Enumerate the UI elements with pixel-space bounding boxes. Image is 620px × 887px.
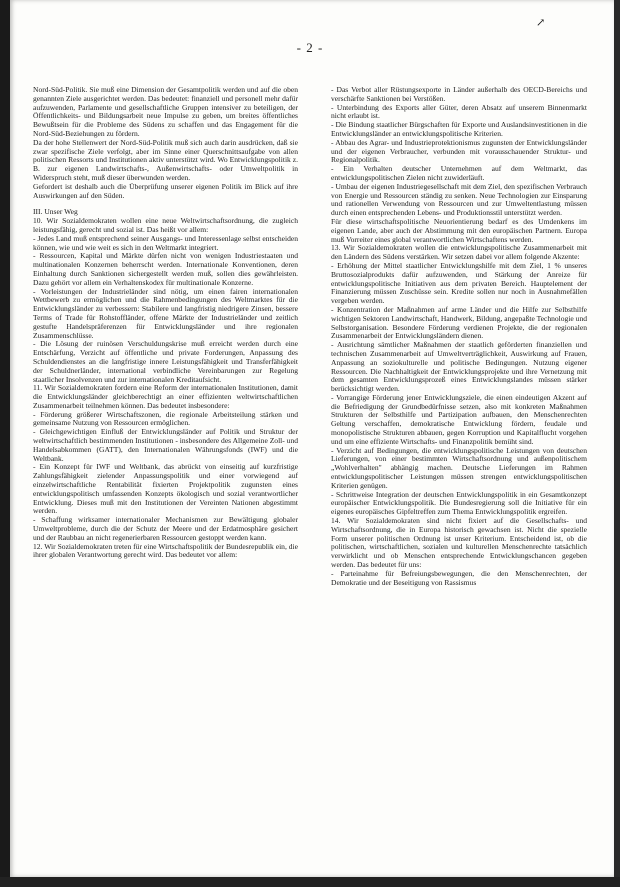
paragraph: - Gleichgewichtigen Einfluß der Entwicklungsländer auf Politik und Struktur der weltwirtschaftlich bestimmenden Institutionen - insbesondere des Allgemeine Zoll- und Handelsabkommen (GATT), den Internationalen Währungsfonds (IWF) und die Weltbank. (33, 427, 298, 463)
paragraph: 13. Wir Sozialdemokraten wollen die entwicklungspolitische Zusammenarbeit mit den Ländern des Südens verstärken. Wir setzen dabei vor allem folgende Akzente: (331, 243, 587, 262)
corner-mark: ↗ (536, 17, 546, 29)
paragraph: - Ausrichtung sämtlicher Maßnahmen der staatlich geförderten finanziellen und technischen Zusammenarbeit auf Umweltverträglichkeit, Auswirkung auf Frauen, Anpassung an soziokulturelle und politische Bedingungen. Nutzung eigener Ressourcen. Die Nachhaltigkeit der Entwicklungsprojekte und ihre Vernetzung mit dem gesamten Entwicklungsprozeß eines Entwicklungslandes müssen stärker berücksichtigt werden. (331, 340, 587, 394)
paragraph: - Schaffung wirksamer internationaler Mechanismen zur Bewältigung globaler Umweltprobleme, durch die der Schutz der Meere und der Erdatmosphäre gesichert und der Raubbau an nicht regenerierbaren Ressourcen gestoppt werden kann. (33, 515, 298, 542)
paragraph: - Das Verbot aller Rüstungsexporte in Länder außerhalb des OECD-Bereichs und verschärfte Sanktionen bei Verstößen. (331, 85, 587, 103)
paragraph: Gefordert ist deshalb auch die Überprüfung unserer eigenen Politik im Blick auf ihre Auswirkungen auf den Süden. (33, 181, 298, 200)
paragraph: - Ein Verhalten deutscher Unternehmen auf dem Weltmarkt, das entwicklungspolitischen Zielen nicht zuwiderläuft. (331, 164, 587, 182)
paragraph: - Abbau des Agrar- und Industrieprotektionismus zugunsten der Entwicklungsländer und der eigenen Verbraucher, verbunden mit vorausschauender Struktur- und Regionalpolitik. (331, 137, 587, 165)
paragraph: - Konzentration der Maßnahmen auf arme Länder und die Hilfe zur Selbsthilfe wichtigen Sektoren Landwirtschaft, Handwerk, Bildung, angepaßte Technologie und Selbstorganisation. Besondere Förderung verdienen Projekte, die der regionalen Zusammenarbeit der Entwicklungsländern dienen. (331, 304, 587, 341)
paragraph: - Schrittweise Integration der deutschen Entwicklungspolitik in ein Gesamtkonzept europäischer Entwicklungspolitik. Die Bundesregierung soll die Initiative für ein eigenes europäisches Gipfeltreffen zum Thema Entwicklungspolitik ergreifen. (331, 489, 587, 517)
paragraph: Nord-Süd-Politik. Sie muß eine Dimension der Gesamtpolitik werden und auf die oben genannten Ziele ausgerichtet werden. Das bedeutet: finanziell und personell mehr dafür aufzuwenden, Parlamente und gesellschaftliche Gruppen intensiver zu beteiligen, der Öffentlichkeits- und Bildungsarbeit neue Impulse zu geben, um breites öffentliches Bewußtsein für die Probleme des Südens zu schaffen und das Engagement für die Nord-Süd-Beziehungen zu fördern. (33, 85, 298, 138)
paragraph: - Die Lösung der ruinösen Verschuldungskrise muß erreicht werden durch eine Entschärfung, Verzicht auf öffentliche und private Forderungen, Anpassung des Schuldendienstes an die langfristige innere Leistungsfähigkeit und Transferfähigkeit der Schuldnerländer, international verbindliche Vereinbarungen zur Regelung staatlicher Insolvenzen und zur internationalen Kreditaufsicht. (33, 339, 298, 384)
paragraph: 12. Wir Sozialdemokraten treten für eine Wirtschaftspolitik der Bundesrepublik ein, die ihrer globalen Verantwortung gerecht wird. Das bedeutet vor allem: (33, 541, 298, 560)
page-number: - 2 - (296, 40, 324, 55)
paragraph: - Parteinahme für Befreiungsbewegungen, die den Menschenrechten, der Demokratie und der Beseitigung von Rassismus (331, 568, 587, 587)
paragraph: - Ein Konzept für IWF und Weltbank, das abrückt von einseitig auf kurzfristige Zahlungsfähigkeit zielender Anpassungspolitik und einer vorwiegend auf einzelwirtschaftliche Rentabilität fixierten Projektpolitik zugunsten eines entwicklungspolitisch umfassenden Konzepts ökologisch und sozial verantwortlicher Entwicklung. Dieses muß mit den Institutionen der Vereinten Nationen abgestimmt werden. (33, 462, 298, 516)
paragraph: - Erhöhung der Mittel staatlicher Entwicklungshilfe mit dem Ziel, 1 % unseres Bruttosozialprodukts dafür aufzuwenden, und Stärkung der Anreize für entwicklungspolitische Initiativen aus dem privaten Bereich. Hauptelement der Finanzierung müssen Zuschüsse sein. Kredite sollen nur noch in Ausnahmefällen vergeben werden. (331, 260, 587, 306)
paragraph: Da der hohe Stellenwert der Nord-Süd-Politik muß sich auch darin ausdrücken, daß sie zwar spezifische Ziele verfolgt, aber im Sinne einer Querschnittsaufgabe von allen politischen Ressorts und Institutionen aktiv unterstützt wird. Wo Entwicklungspolitik z. B. zur eigenen Landwirtschafts-, Außenwirtschafts- oder Umweltpolitik in Widerspruch steht, muß dieser überwunden werden. (33, 137, 298, 182)
paragraph: - Ressourcen, Kapital und Märkte dürfen nicht von wenigen Industriestaaten und multinationalen Konzernen beherrscht werden. Internationale Konventionen, deren Einhaltung durch Sanktionen sichergestellt werden muß, sollen dies gewährleisten. Dazu gehört vor allem ein Verhaltenskodex für multinationale Konzerne. (33, 251, 298, 287)
paragraph: 10. Wir Sozialdemokraten wollen eine neue Weltwirtschaftsordnung, die zugleich leistungsfähig, gerecht und sozial ist. Das heißt vor allem: (33, 216, 298, 234)
paragraph: 14. Wir Sozialdemokraten sind nicht fixiert auf die Gesellschafts- und Wirtschaftsordnung, die in Europa historisch gewachsen ist. Nicht die spezielle Form unserer politischen Ordnung ist unser Kriterium. Entscheidend ist, ob die politischen, wirtschaftlichen, sozialen und kulturellen Menschenrechte tatsächlich verwirklicht und ob Menschen entsprechende Entwicklungschancen gegeben werden. Das bedeutet für uns: (331, 516, 587, 570)
paragraph: - Förderung größerer Wirtschaftszonen, die regionale Arbeitsteilung stärken und gemeinsame Nutzung von Ressourcen ermöglichen. (33, 409, 298, 428)
left-column (33, 86, 298, 560)
paragraph: Für diese wirtschaftspolitische Neuorientierung bedarf es des Umdenkens im eigenen Lande, aber auch der Abstimmung mit den europäischen Partnern. Europa muß Vorreiter eines global verantwortlichen Wirtschaftens werden. (331, 216, 587, 244)
scan-border-right (614, 0, 620, 887)
paragraph: - Jedes Land muß entsprechend seiner Ausgangs- und Interessenlage selbst entscheiden können, wie und wie weit es sich in den Weltmarkt integriert. (33, 233, 298, 252)
paragraph: - Umbau der eigenen Industriegesellschaft mit dem Ziel, den spezifischen Verbrauch von Energie und Ressourcen ständig zu senken. Neue Technologien zur Einsparung und rationellen Verwendung von Ressourcen und zur Umweltentlastung müssen durch einen entsprechenden Lebens- und Produktionsstil unterstützt werden. (331, 181, 587, 218)
paragraph: - Vorrangige Förderung jener Entwicklungsziele, die einen eindeutigen Akzent auf die Befriedigung der Grundbedürfnisse setzen, also mit konkreten Maßnahmen Strukturen der Selbsthilfe und Partizipation aufbauen, den Menschenrechten Geltung verschaffen, demokratische Entwicklung fördern, feudale und monopolistische Strukturen abbauen, gegen Korruption und Kapitalflucht vorgehen und um eine effiziente Wirtschafts- und Finanzpolitik bemüht sind. (331, 392, 587, 446)
paragraph: - Die Bindung staatlicher Bürgschaften für Exporte und Auslandsinvestitionen in die Entwicklungsländer an entwicklungspolitische Kriterien. (331, 120, 587, 138)
scan-border-left (0, 0, 10, 887)
paragraph: 11. Wir Sozialdemokraten fordern eine Reform der internationalen Institutionen, damit die Entwicklungsländer gleichberechtigt an einer effizienten weltwirtschaftlichen Zusammenarbeit teilnehmen können. Das bedeutet insbesondere: (33, 383, 298, 410)
paragraph: - Verzicht auf Bedingungen, die entwicklungspolitische Leistungen von deutschen Lieferungen, von einer bestimmten Wirtschaftsordnung und außenpolitischem „Wohlverhalten" abhängig machen. Deutsche Lieferungen im Rahmen entwicklungspolitischer Leistungen müssen strengen entwicklungspolitischen Kriterien genügen. (331, 445, 587, 490)
paragraph: - Vorleistungen der Industrieländer sind nötig, um einen fairen internationalen Wettbewerb zu ermöglichen und die Rahmenbedingungen des Weltmarktes für die Entwicklungsländer zu verbessern: Stabilere und langfristig niedrigere Zinsen, bessere Terms of Trade für Rohstoffländer, offene Märkte der Industrieländer und zeitlich gestufte Handelspräferenzen für Entwicklungsländer und ihre regionalen Zusammenschlüsse. (33, 286, 298, 340)
paragraph: - Unterbindung des Exports aller Güter, deren Absatz auf unserem Binnenmarkt nicht erlaubt ist. (331, 102, 587, 121)
section-heading: III. Unser Weg (33, 207, 78, 217)
right-column (331, 86, 587, 587)
scan-border-bottom (0, 877, 620, 887)
